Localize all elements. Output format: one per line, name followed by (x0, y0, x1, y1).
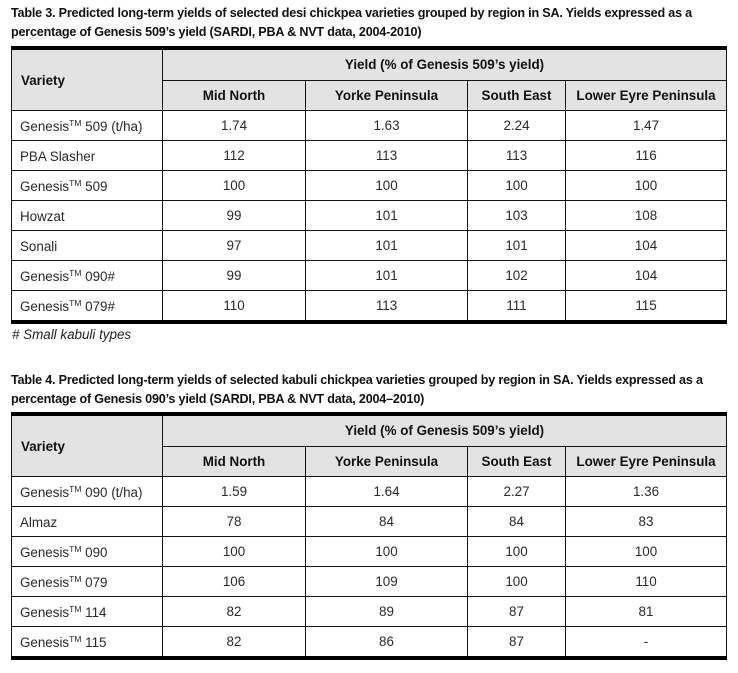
yield-cell: 83 (566, 507, 727, 537)
table3-caption-text: Predicted long-term yields of selected desi chickpea varieties grouped by region in SA. Yields expressed as a percentage of Genesis 509’s yield (SARDI, PBA & NVT data, 2004-2010) (11, 6, 692, 39)
yield-cell: 100 (163, 537, 306, 567)
table-row (12, 231, 727, 261)
yield-cell: 100 (306, 537, 468, 567)
variety-name-text: Genesis (20, 574, 70, 590)
variety-name (12, 111, 163, 141)
yield-cell: 100 (566, 171, 727, 201)
yield-cell: 1.63 (306, 111, 468, 141)
variety-name (12, 231, 163, 261)
variety-name (12, 261, 163, 291)
yield-cell: 100 (306, 171, 468, 201)
variety-suffix: 079 (81, 574, 108, 590)
yield-cell: 100 (468, 171, 566, 201)
table4-header-col: South East (468, 446, 566, 477)
variety-name (12, 507, 163, 537)
yield-cell: 110 (566, 567, 727, 597)
table3-caption-label: Table 3. (11, 6, 56, 20)
yield-cell: 100 (468, 567, 566, 597)
table4 (11, 412, 727, 660)
table3 (11, 46, 727, 324)
trademark-mark: TM (69, 267, 82, 278)
variety-suffix: 115 (81, 634, 107, 650)
variety-name (12, 537, 163, 567)
trademark-mark: TM (69, 573, 82, 584)
yield-cell: 108 (566, 201, 727, 231)
table-row (12, 627, 727, 659)
yield-cell: 82 (163, 627, 306, 659)
yield-cell: 104 (566, 231, 727, 261)
trademark-mark: TM (69, 603, 82, 614)
table-row (12, 567, 727, 597)
variety-name-text: Almaz (20, 514, 58, 530)
table-row (12, 111, 727, 141)
yield-cell: 2.27 (468, 477, 566, 507)
yield-cell: 109 (306, 567, 468, 597)
variety-name-text: Genesis (20, 118, 70, 134)
yield-cell: 1.36 (566, 477, 727, 507)
yield-cell: 99 (163, 261, 306, 291)
variety-name (12, 627, 163, 659)
variety-name-text: Genesis (20, 484, 70, 500)
table4-caption (11, 371, 731, 409)
trademark-mark: TM (69, 177, 82, 188)
table3-header-variety: Variety (12, 48, 163, 111)
yield-cell: 87 (468, 597, 566, 627)
yield-cell: 89 (306, 597, 468, 627)
yield-cell: 106 (163, 567, 306, 597)
trademark-mark: TM (69, 633, 82, 644)
variety-suffix: 079# (81, 298, 115, 314)
yield-cell: 113 (306, 291, 468, 323)
trademark-mark: TM (69, 117, 82, 128)
table-row (12, 291, 727, 323)
yield-cell: 78 (163, 507, 306, 537)
table3-caption (11, 4, 731, 42)
table-row (12, 141, 727, 171)
table-row (12, 171, 727, 201)
trademark-mark: TM (69, 483, 82, 494)
yield-cell: 115 (566, 291, 727, 323)
variety-name-text: PBA Slasher (20, 148, 96, 164)
variety-name-text: Genesis (20, 604, 70, 620)
table3-header-col: South East (468, 80, 566, 111)
yield-cell: 101 (306, 231, 468, 261)
trademark-mark: TM (69, 543, 82, 554)
variety-suffix: 509 (t/ha) (81, 118, 143, 134)
yield-cell: 86 (306, 627, 468, 659)
variety-suffix: 090 (t/ha) (81, 484, 143, 500)
yield-cell: 1.59 (163, 477, 306, 507)
yield-cell: 103 (468, 201, 566, 231)
yield-cell: - (566, 627, 727, 659)
variety-name (12, 201, 163, 231)
variety-name-text: Sonali (20, 238, 58, 254)
table-row (12, 507, 727, 537)
table4-header-col: Mid North (163, 446, 306, 477)
table3-footnote: # Small kabuli types (12, 327, 132, 342)
variety-name-text: Genesis (20, 268, 70, 284)
variety-name (12, 597, 163, 627)
yield-cell: 104 (566, 261, 727, 291)
trademark-mark: TM (69, 297, 82, 308)
yield-cell: 111 (468, 291, 566, 323)
yield-cell: 97 (163, 231, 306, 261)
yield-cell: 113 (306, 141, 468, 171)
yield-cell: 1.47 (566, 111, 727, 141)
yield-cell: 101 (468, 231, 566, 261)
variety-suffix: 509 (81, 178, 108, 194)
variety-suffix: 090 (81, 544, 108, 560)
yield-cell: 82 (163, 597, 306, 627)
yield-cell: 110 (163, 291, 306, 323)
table4-caption-label: Table 4. (11, 373, 56, 387)
variety-name-text: Genesis (20, 298, 70, 314)
yield-cell: 113 (468, 141, 566, 171)
variety-name-text: Genesis (20, 178, 70, 194)
table3-header-col: Lower Eyre Peninsula (566, 80, 727, 111)
table3-header-group: Yield (% of Genesis 509’s yield) (163, 48, 727, 80)
yield-cell: 81 (566, 597, 727, 627)
table-row (12, 261, 727, 291)
table3-header-col: Yorke Peninsula (306, 80, 468, 111)
table-row (12, 597, 727, 627)
yield-cell: 99 (163, 201, 306, 231)
yield-cell: 2.24 (468, 111, 566, 141)
table4-caption-text: Predicted long-term yields of selected kabuli chickpea varieties grouped by region in SA. Yields expressed as a percentage of Genesis 090’s yield (SARDI, PBA & NVT data, 2004–2010) (11, 373, 703, 406)
table4-header-group: Yield (% of Genesis 509’s yield) (163, 414, 727, 446)
yield-cell: 116 (566, 141, 727, 171)
yield-cell: 100 (468, 537, 566, 567)
yield-cell: 100 (566, 537, 727, 567)
yield-cell: 84 (468, 507, 566, 537)
variety-suffix: 114 (81, 604, 107, 620)
yield-cell: 87 (468, 627, 566, 659)
variety-name (12, 567, 163, 597)
table-row (12, 477, 727, 507)
table4-header-col: Lower Eyre Peninsula (566, 446, 727, 477)
yield-cell: 101 (306, 201, 468, 231)
yield-cell: 101 (306, 261, 468, 291)
variety-name (12, 141, 163, 171)
yield-cell: 102 (468, 261, 566, 291)
variety-name-text: Genesis (20, 544, 70, 560)
variety-name-text: Howzat (20, 208, 65, 224)
table3-header-col: Mid North (163, 80, 306, 111)
yield-cell: 1.64 (306, 477, 468, 507)
yield-cell: 1.74 (163, 111, 306, 141)
yield-cell: 100 (163, 171, 306, 201)
table4-header-variety: Variety (12, 414, 163, 477)
yield-cell: 112 (163, 141, 306, 171)
table4-header-col: Yorke Peninsula (306, 446, 468, 477)
variety-suffix: 090# (81, 268, 115, 284)
variety-name-text: Genesis (20, 634, 70, 650)
variety-name (12, 291, 163, 323)
variety-name (12, 171, 163, 201)
table-row (12, 201, 727, 231)
yield-cell: 84 (306, 507, 468, 537)
variety-name (12, 477, 163, 507)
table-row (12, 537, 727, 567)
